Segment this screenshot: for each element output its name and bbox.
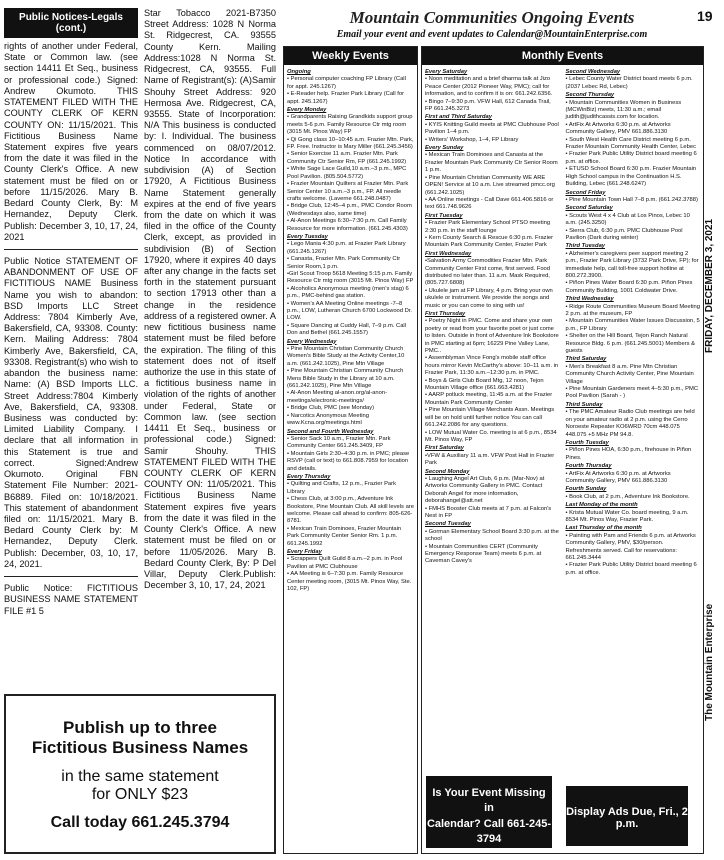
event-item: • Mountain Communities CERT (Community Emergency Response Team) meets 6 p.m. at Caveman Cavey's: [425, 543, 542, 565]
legal-notice-abandonment: Public Notice STATEMENT OF ABANDONMENT OF USE OF FICTITIOUS NAME Business Name you wish to abandon: BSD Imports LLC Street Address: 7804 Kimberly Ave, Bakersfield, CA, 93308. County: Kern. Mailing Address: 7804 Kimberly Ave, Bakersfield, CA, 93308. Registrant(s) who wish to abandon the business name: Name: (A) BSD Imports LLC. Street Address:7804 Kimberly Ave, Bakersfield, CA, 93308. Business was conducted by: Limited Liability Company. I declare that all information in this Statement is true and correct. Signed:Andrew Okumoto. Original FBN Statement File Number: 2021-B6889. Filed on: 10/18/2021. This statement of abandonment filed on: 11/15/2021. Mary B. Bedard County Clerk by: M Hernandez, Deputy Clerk. Publish: December, 03, 10, 17, 24, 2021.: [4, 255, 138, 569]
event-heading: First Saturday: [425, 445, 464, 452]
event-heading: Second and Fourth Wednesday: [287, 428, 374, 435]
event-item: • Mexican Train Dominoes, Frazier Mountain Park Community Center Senior Rm. 1 p.m. 661.245.1992: [287, 525, 402, 547]
event-item: • Piñon Pines Water Board 6:30 p.m. Piñon Pines Community Building, 1001 Coldwater Drive.: [565, 280, 693, 294]
event-heading: Every Saturday: [425, 69, 468, 75]
event-item: • Alzheimer's caregivers peer support meeting 2 p.m., Frazier Park Library (3732 Park Drive, FP); for immediate help, call toll-free support hotline at 800.272.3900.: [565, 250, 699, 279]
event-heading: Second Monday: [425, 468, 470, 475]
event-item: • Al-Anon Meeting al-anon.org/al-anon-meetings/electronic-meetings/: [287, 390, 387, 404]
event-item: • Frazier Mountain Quilters at Frazier Mtn. Park Senior Center 10 a.m.–3 p.m., FP. All needle crafts welcome. (Laverne 661.248.0487): [287, 181, 409, 202]
event-item: • Painting with Pam and Friends 6 p.m. at Artworks Community Gallery, PMV, $30/person. Refreshments served. Call for reservations: 661.245.3444: [565, 532, 696, 561]
event-item: • Square Dancing at Cuddy Hall, 7–9 p.m. Call Don and Bethel (661.245.1557): [287, 322, 406, 337]
event-heading: Second Thursday: [565, 92, 615, 99]
legal-header: Public Notices-Legals (cont.): [4, 8, 138, 38]
legal-column-2: [144, 8, 276, 591]
event-item: • ArtFix At Artworks 6:30 p.m. at Artworks Community Gallery, PMV 661.886.3130: [565, 470, 671, 484]
event-item: • FMHS Booster Club meets at 7 p.m. at Falcon's Nest in FP: [425, 505, 552, 519]
event-item: • Shelter on the Hill Board, Tejon Ranch Natural Resource Bldg. 6 p.m. (661.245.5001) Members & guests: [565, 333, 696, 355]
monthly-events-box: [421, 46, 704, 854]
event-item: • Ukulele jam at FP Library, 4 p.m. Bring your own ukulele or instrument. We provide the songs and music or you can come to sing with us!: [425, 287, 553, 309]
event-item: • Pine Mountain Village Merchants Assn. Meetings will be on hold until further notice You can call 661.242.2086 for any questions.: [425, 407, 555, 429]
event-item: • ETUSD School Board 6:30 p.m. Frazier Mountain High School campus in the Continuation H.S. Building, Lebec (661.248.6247): [565, 166, 697, 188]
page-number: 19: [697, 8, 713, 24]
event-item: • Piñon Pines HOA, 6:30 p.m., firehouse in Piñon Pines.: [565, 447, 692, 461]
display-ads-promo: [566, 786, 688, 846]
event-item: • Quilting and Crafts, 12 p.m., Frazier Park Library: [287, 481, 396, 495]
event-item: • Women's AA Meeting Online meetings -7–8 p.m., LOW, Lutheran Church 6700 Lockwood Dr. LOW.: [287, 300, 413, 322]
event-item: • Personal computer coaching FP Library (Call for appt. 245.1267): [287, 76, 406, 90]
side-banner: [704, 90, 722, 850]
monthly-events-header: Monthly Events: [422, 47, 703, 65]
event-item: • Book Club, at 2 p.m., Adventure Ink Bookstore.: [565, 493, 690, 500]
event-item: • LOW Mutual Water Co. meeting is at 6 p.m., 8534 Mt. Pinos Way, FP: [425, 429, 557, 443]
event-item: • South West Health Care District meeting 6 p.m. Frazier Mountain Community Health Center, Lebec: [565, 136, 696, 151]
legal-notice-star-tobacco: Star Tobacco 2021-B7350 Street Address: 1028 N Norma St. Ridgecrest, CA. 93555 County Kern. Mailing Address:1028 N Norma St. Ridgecrest, CA, 93555. Full Name of Registrant(s): (A)Samir Shouhy Street Address: 920 Hermosa Ave. Ridgecrest, CA, 93555. State of Incorporation: N/A This business is conducted by: I. Individual. The business commenced on 08/07/2012. Notice In accordance with subdivision (A) of Section 17920, A Fictitious Business Name Statement generally expires at the end of five years from the date on which it was filed in the office of the County Clerk, except, as provided in subdivision (B) of Section 17920, where it expires 40 days after any change in the facts set forth in the statement pursuant to section 17913 other than a change in the residence address of a registered owner. A new fictitious business name statement must be filed before the expiration. The filing of this statement does not of itself authorize the use in this state of a fictitious business name in violation of the rights of another under Federal, State or Common law. (see section 14411 Et Seq., business or professional code.) Signed: Samir Shouhy. THIS STATEMENT FILED WITH THE COUNTY CLERK OF KERN COUNTY ON: 11/05/2021. This Fictitious Business Name Statement expires five years from the date it was filed in the County Clerk's Office. A new statement must be filed on or before 11/05/2026. Mary B. Bedard County Clerk, By: P Del Villar, Deputy Clerk.Publish: December 3, 10, 17, 24, 2021: [144, 8, 276, 591]
event-item: • Sierra Club, 6:30 p.m. PMC Clubhouse Pool Pavilion (Dark during winter): [565, 227, 683, 241]
event-heading: Third Wednesday: [565, 296, 614, 303]
fbn-ad: [4, 694, 276, 854]
event-heading: Second Friday: [565, 189, 606, 196]
event-heading: Every Friday: [287, 549, 322, 555]
event-item: • Bridge Club, PMC (see Monday): [287, 405, 375, 412]
event-item: •Salvation Army Commodities Frazier Mtn. Park Community Center First come, first served. Food distributed no later than. 11 a.m. Mask Required, (805.727.6808): [425, 258, 550, 287]
event-item: • Chess Club, at 3:00 p.m., Adventure Ink Bookstore, Pine Mountain Club. All skill levels are welcome. Please call ahead to confirm: 805-626-8781.: [287, 496, 414, 525]
event-item: • Pine Mountain Gardeners meet 4–5:30 p.m., PMC Pool Pavilion (Sarah - ): [565, 386, 699, 400]
event-item: • Mountain Communities Women in Business (MCWinBiz) meets, 11:30 a.m.; email judith@judithcassis.com for location.: [565, 99, 682, 121]
event-item: • Mexican Train Dominoes and Canasta at the Frazier Mountain Park Community Ctr Senior Room 1 p.m.: [425, 152, 558, 174]
event-item: • Frazier Park Public Utility District board meeting 6 p.m. at office.: [565, 562, 697, 576]
event-item: • Bingo 7–9:30 p.m. VFW Hall, 612 Canada Trail, FP 661.245.3273: [425, 98, 551, 113]
event-item: • Ridge Route Communities Museum Board Meeting 2 p.m. at the museum, FP: [565, 303, 700, 317]
promo-line: Is Your Event Missing in: [432, 787, 546, 815]
event-item: • AA Online meetings - Call Dave 661.406.5816 or text 661.748.9626: [425, 196, 554, 211]
event-heading: Fourth Thursday: [565, 463, 612, 470]
event-heading: Every Monday: [287, 107, 327, 114]
event-item: • Men's Breakfast 8 a.m. Pine Mtn Christian Community Church Activity Center, Pine Mountain Village: [565, 363, 694, 385]
event-item: • Poetry Night in PMC. Come and share your own poetry or read from your favorite poet or just come to listen. Outside in front of Adventure Ink Bookstore in PMC starting at 6pm; 16229 Pine Valley Lane, PMC..: [425, 318, 559, 355]
event-item: • Krista Mutual Water Co. board meeting, 9 a.m. 8534 Mt. Pinos Way, Frazier Park.: [565, 509, 689, 523]
event-item: • Qi Gong class 10–10:45 a.m. Frazier Mtn. Park, FP. Free. Instructor is Mary Miller (661.245.3456): [287, 136, 414, 151]
event-heading: Second Saturday: [565, 205, 613, 212]
event-item: • Lego Mania 4:30 p.m. at Frazier Park Library (661.245.1267): [287, 241, 406, 255]
event-item: • Assemblyman Vince Fong's mobile staff office hours mirror Kevin McCarthy's above: 10–11 a.m. in Frazier Park, 11:30 a.m.–12:30 p.m. in PMC.: [425, 355, 559, 377]
event-heading: Last Monday of the month: [565, 502, 638, 509]
ad-line: in the same statement: [61, 768, 219, 785]
event-heading: First and Third Saturday: [425, 114, 492, 121]
event-heading: Second Wednesday: [565, 69, 621, 75]
event-item: • Narcotics Anonymous Meeting www.Kcna.org/meetings.html: [287, 412, 369, 427]
event-heading: Every Tuesday: [287, 233, 328, 240]
event-item: • Pine Mountain Christian Community Church Women's Bible Study at the Activity Center,10 a.m. (661.242.1025), Pine Mtn Village: [287, 346, 405, 367]
event-item: • Senior Exercise 11 a.m. Frazier Mtn. Park Community Ctr Senior Rm, FP (661.245.1992): [287, 151, 407, 165]
weekly-events-box: [283, 46, 418, 854]
ad-phone: Call today 661.245.3794: [50, 814, 230, 831]
event-heading: Second Tuesday: [425, 521, 471, 528]
event-item: • White Sage Lace Guild,10 a.m.–3 p.m., MPC Pool Pavilion. (805.504.5772): [287, 166, 407, 180]
event-item: • KYIS Knitting Guild meets at PMC Clubhouse Pool Pavilion 1–4 p.m.: [425, 121, 559, 136]
monthly-events-list-left: [422, 65, 563, 580]
side-paper-name: The Mountain Enterprise: [704, 603, 715, 722]
event-item: • Frazier Park Public Utility District board meeting 6 p.m. at office.: [565, 151, 697, 165]
masthead-subtitle: Email your event and event updates to Calendar@MountainEnterprise.com: [336, 29, 648, 40]
event-item: • Canasta, Frazier Mtn. Park Community Ctr Senior Room,1 p.m.: [287, 256, 401, 270]
event-heading: First Wednesday: [425, 250, 472, 257]
event-item: • Boys & Girls Club Board Mtg, 12 noon, Tejon Mountain Village office (661.663.4281): [425, 377, 544, 392]
promo-text: Display Ads Due, Fri., 2 p.m.: [566, 806, 688, 830]
event-item: • Scrappers Quilt Guild 8 a.m.–2 p.m. in Pool Pavilion at PMC Clubhouse: [287, 556, 403, 570]
event-item: • Alcoholics Anonymous meeting (men's stag) 6 p.m., PMC-behind gas station.: [287, 285, 409, 300]
event-heading: Every Wednesday: [287, 338, 337, 345]
event-item: • Senior Sack 10 a.m., Frazier Mtn. Park Community Center 661.245.3409, FP: [287, 435, 391, 450]
event-item: • E-Reader help. Frazier Park Library (Call for appt. 245.1267): [287, 91, 405, 105]
event-item: •VFW & Auxiliary 11 a.m. VFW Post Hall in Frazier Park: [425, 452, 555, 467]
event-heading: Fourth Tuesday: [565, 439, 609, 446]
event-item: • Pine Mountain Town Hall 7–8 p.m. (661.242.3788): [565, 196, 698, 203]
event-item: • AA Meeting is 6–7:30 p.m. Family Resource Center meeting room, (3015 Mt. Pinos Way, Ste. 102, FP): [287, 571, 412, 593]
missing-event-promo: [426, 776, 552, 848]
side-date: FRIDAY, DECEMBER 3, 2021: [704, 218, 715, 354]
promo-line: Calendar? Call 661-245-3794: [426, 817, 552, 846]
event-item: • The PMC Amateur Radio Club meetings are held on your amateur radio at 2 p.m. using the Cerro Noroeste Repeater KO6WRD 70cm 448.075 448.075 +5 MHz PM 94.8.: [565, 409, 695, 438]
weekly-events-list: [284, 65, 417, 596]
event-heading: Third Sunday: [565, 401, 603, 408]
event-heading: Last Thursday of the month: [565, 525, 642, 532]
event-item: • Mountain Communities Water Issues Discussion, 5 p.m., FP Library: [565, 318, 700, 332]
divider: [4, 249, 138, 250]
legal-notice-fbn: Public Notice: FICTITIOUS BUSINESS NAME STATEMENT FILE #1 5: [4, 583, 138, 616]
event-item: •Girl Scout Troop 5618 Meeting 5:15 p.m. Family Resource Ctr mtg room (3015 Mt. Pinos Way) FP: [287, 270, 414, 285]
legal-notice-text: rights of another under Federal, State or Common law. (see section 14411 Et Seq., business or professional code.) Signed: Andrew Okumoto. THIS STATEMENT FILED WITH THE COUNTY CLERK OF KERN COUNTY ON: 11/15/2021. This Fictitious Business Name Statement expires five years from the date it was filed in the County Clerk's Office. A new statement must be filed on or before 11/15/2026. Mary B. Bedard County Clerk, By: M Hernandez, Deputy Clerk. Publish: December 3, 10, 17, 24, 2021: [4, 41, 138, 242]
event-item: • Lebec County Water District board meets 6 p.m. (2037 Lebec Rd, Lebec): [565, 76, 693, 90]
event-heading: Third Saturday: [565, 356, 607, 363]
ad-line: Publish up to three: [63, 718, 217, 737]
event-item: • Gorman Elementary School Board 3:30 p.m. at the school: [425, 528, 559, 543]
event-item: • Grandparents Raising Grandkids support group meets 5-6 p.m. Family Resource Ctr mtg room (3015 Mt. Pinos Way) FP: [287, 114, 413, 136]
event-item: • Bridge Club, 12:45–4 p.m., PMC Condor Room (Wednesdays also, same time): [287, 203, 412, 217]
event-item: • AARP potluck meeting, 11:45 a.m. at the Frazier Mountain Park Community Center: [425, 392, 553, 406]
event-heading: Every Thursday: [287, 473, 331, 480]
divider: [4, 576, 138, 577]
event-item: • Mountain Girls 2:30–4:30 p.m. in PMC; please RSVP (call or text) to 661.808.7959 for location and details.: [287, 450, 410, 472]
event-heading: First Tuesday: [425, 212, 463, 219]
event-item: • Writers' Workshop, 1–4, FP Library: [425, 136, 519, 143]
event-item: • Frazier Park Elementary School PTSO meeting 2:30 p.m. in the staff lounge: [425, 220, 551, 234]
event-heading: Third Tuesday: [565, 243, 606, 250]
ad-line: for ONLY $23: [91, 786, 189, 803]
event-item: • Pine Mountain Christian Community WE ARE OPEN! Service at 10 a.m. Live streamed pmcc.org (661.242.1025): [425, 174, 555, 196]
ad-line: Fictitious Business Names: [31, 738, 249, 757]
event-item: • Al-Anon Meetings 6:30–7:30 p.m. Call Family Resource for more information. (661.245.4303): [287, 218, 408, 232]
monthly-events-list-right: [563, 65, 704, 580]
weekly-events-header: Weekly Events: [284, 47, 417, 65]
event-heading: Every Sunday: [425, 145, 464, 152]
event-heading: Fourth Sunday: [565, 486, 607, 493]
event-item: • Noon meditation and a brief dharma talk at Jizo Peace Center (2012 Pioneer Way, PMC); call for information, and to confirm it is on: 661.242.6356.: [425, 76, 553, 98]
event-item: • Laughing Angel Art Club, 6 p.m. (Mar-Nov) at Artworks Community Gallery in PMC. Contact Deborah Angel for more information, deborahangel@att.net: [425, 475, 545, 505]
event-item: • Scouts West 4 x 4 Club at Los Pinos, Lebec 10 a.m. (245.3250): [565, 212, 690, 227]
event-heading: First Thursday: [425, 311, 466, 317]
masthead-title: Mountain Communities Ongoing Events: [349, 8, 635, 27]
legal-column-1: [4, 8, 138, 617]
event-item: • Kern County Search & Rescue 6:30 p.m. Frazier Mountain Park Community Center, Frazier Park: [425, 234, 554, 249]
event-item: • ArtFix At Artworks 6:30 p.m. at Artworks Community Gallery, PMV 661.886.3130: [565, 121, 671, 136]
event-item: • Pine Mountain Christian Community Church Mens Bible Study in the Library at 10 a.m. (661.242.1025), Pine Mtn Village: [287, 368, 404, 390]
event-heading: Ongoing: [287, 69, 311, 75]
